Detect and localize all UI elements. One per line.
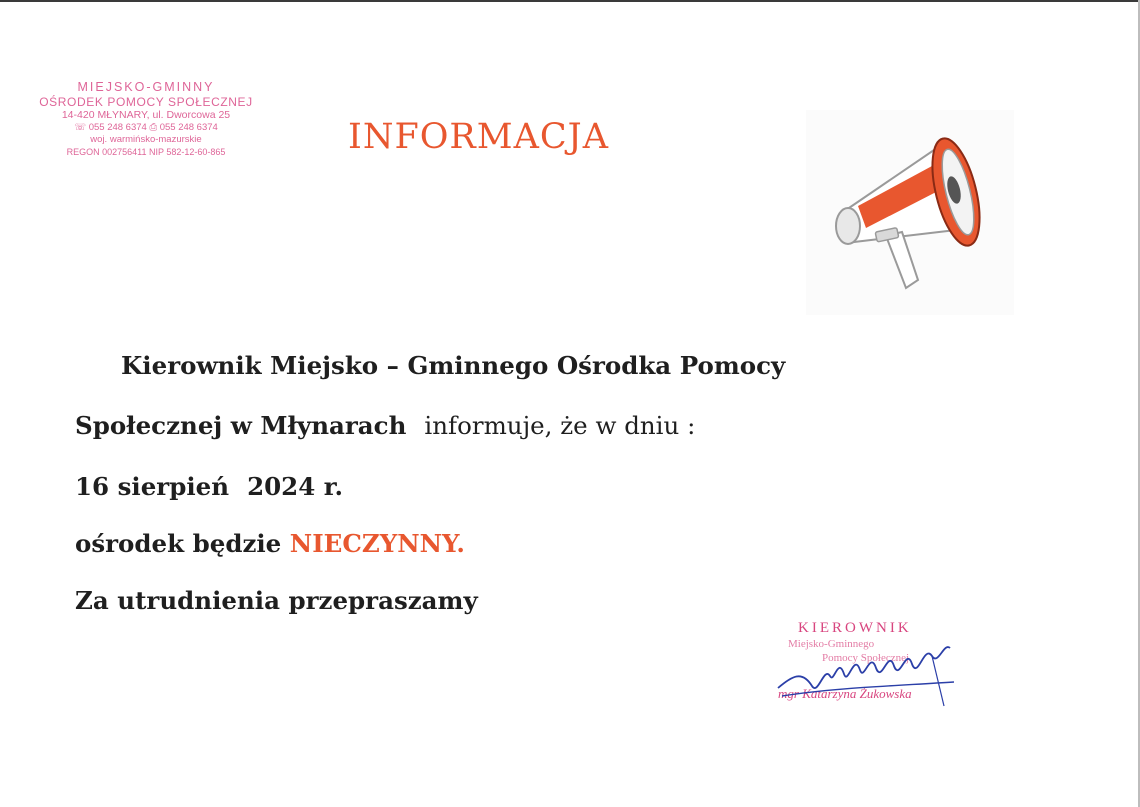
status-prefix: ośrodek będzie	[75, 529, 282, 558]
body-line-5: Za utrudnienia przepraszamy	[75, 586, 478, 615]
date-year: 2024 r.	[247, 472, 343, 501]
stamp-line-4: ☏ 055 248 6374 ⎙ 055 248 6374	[74, 122, 218, 133]
director-org-line-2: Pomocy Społecznej	[822, 652, 910, 664]
director-title: KIEROWNIK	[798, 620, 912, 636]
stamp-line-5: woj. warmińsko-mazurskie	[90, 134, 202, 145]
signature	[772, 626, 962, 711]
director-stamp	[772, 616, 962, 711]
status-closed: NIECZYNNY.	[289, 529, 465, 558]
body-line-1: Kierownik Miejsko – Gminnego Ośrodka Pomocy	[121, 351, 786, 380]
stamp-line-2: OŚRODEK POMOCY SPOŁECZNEJ	[39, 95, 253, 109]
date-day-month: 16 sierpień	[75, 472, 230, 501]
director-org-line-1: Miejsko-Gminnego	[788, 638, 875, 650]
body-line-4	[75, 529, 465, 558]
body-line-2	[75, 411, 695, 440]
body-line-3-date	[75, 472, 343, 501]
megaphone-icon	[806, 110, 1014, 315]
top-border	[0, 0, 1140, 2]
body-line-2-bold: Społecznej w Młynarach	[75, 411, 407, 440]
page-title: INFORMACJA	[348, 117, 609, 157]
institution-stamp	[36, 80, 256, 158]
stamp-line-3: 14-420 MŁYNARY, ul. Dworcowa 25	[61, 109, 231, 121]
body-line-2-rest: informuje, że w dniu :	[424, 411, 696, 440]
director-name: mgr Katarzyna Żukowska	[778, 686, 912, 701]
stamp-line-1: MIEJSKO-GMINNY	[77, 80, 215, 94]
stamp-line-6: REGON 002756411 NIP 582-12-60-865	[66, 147, 226, 157]
